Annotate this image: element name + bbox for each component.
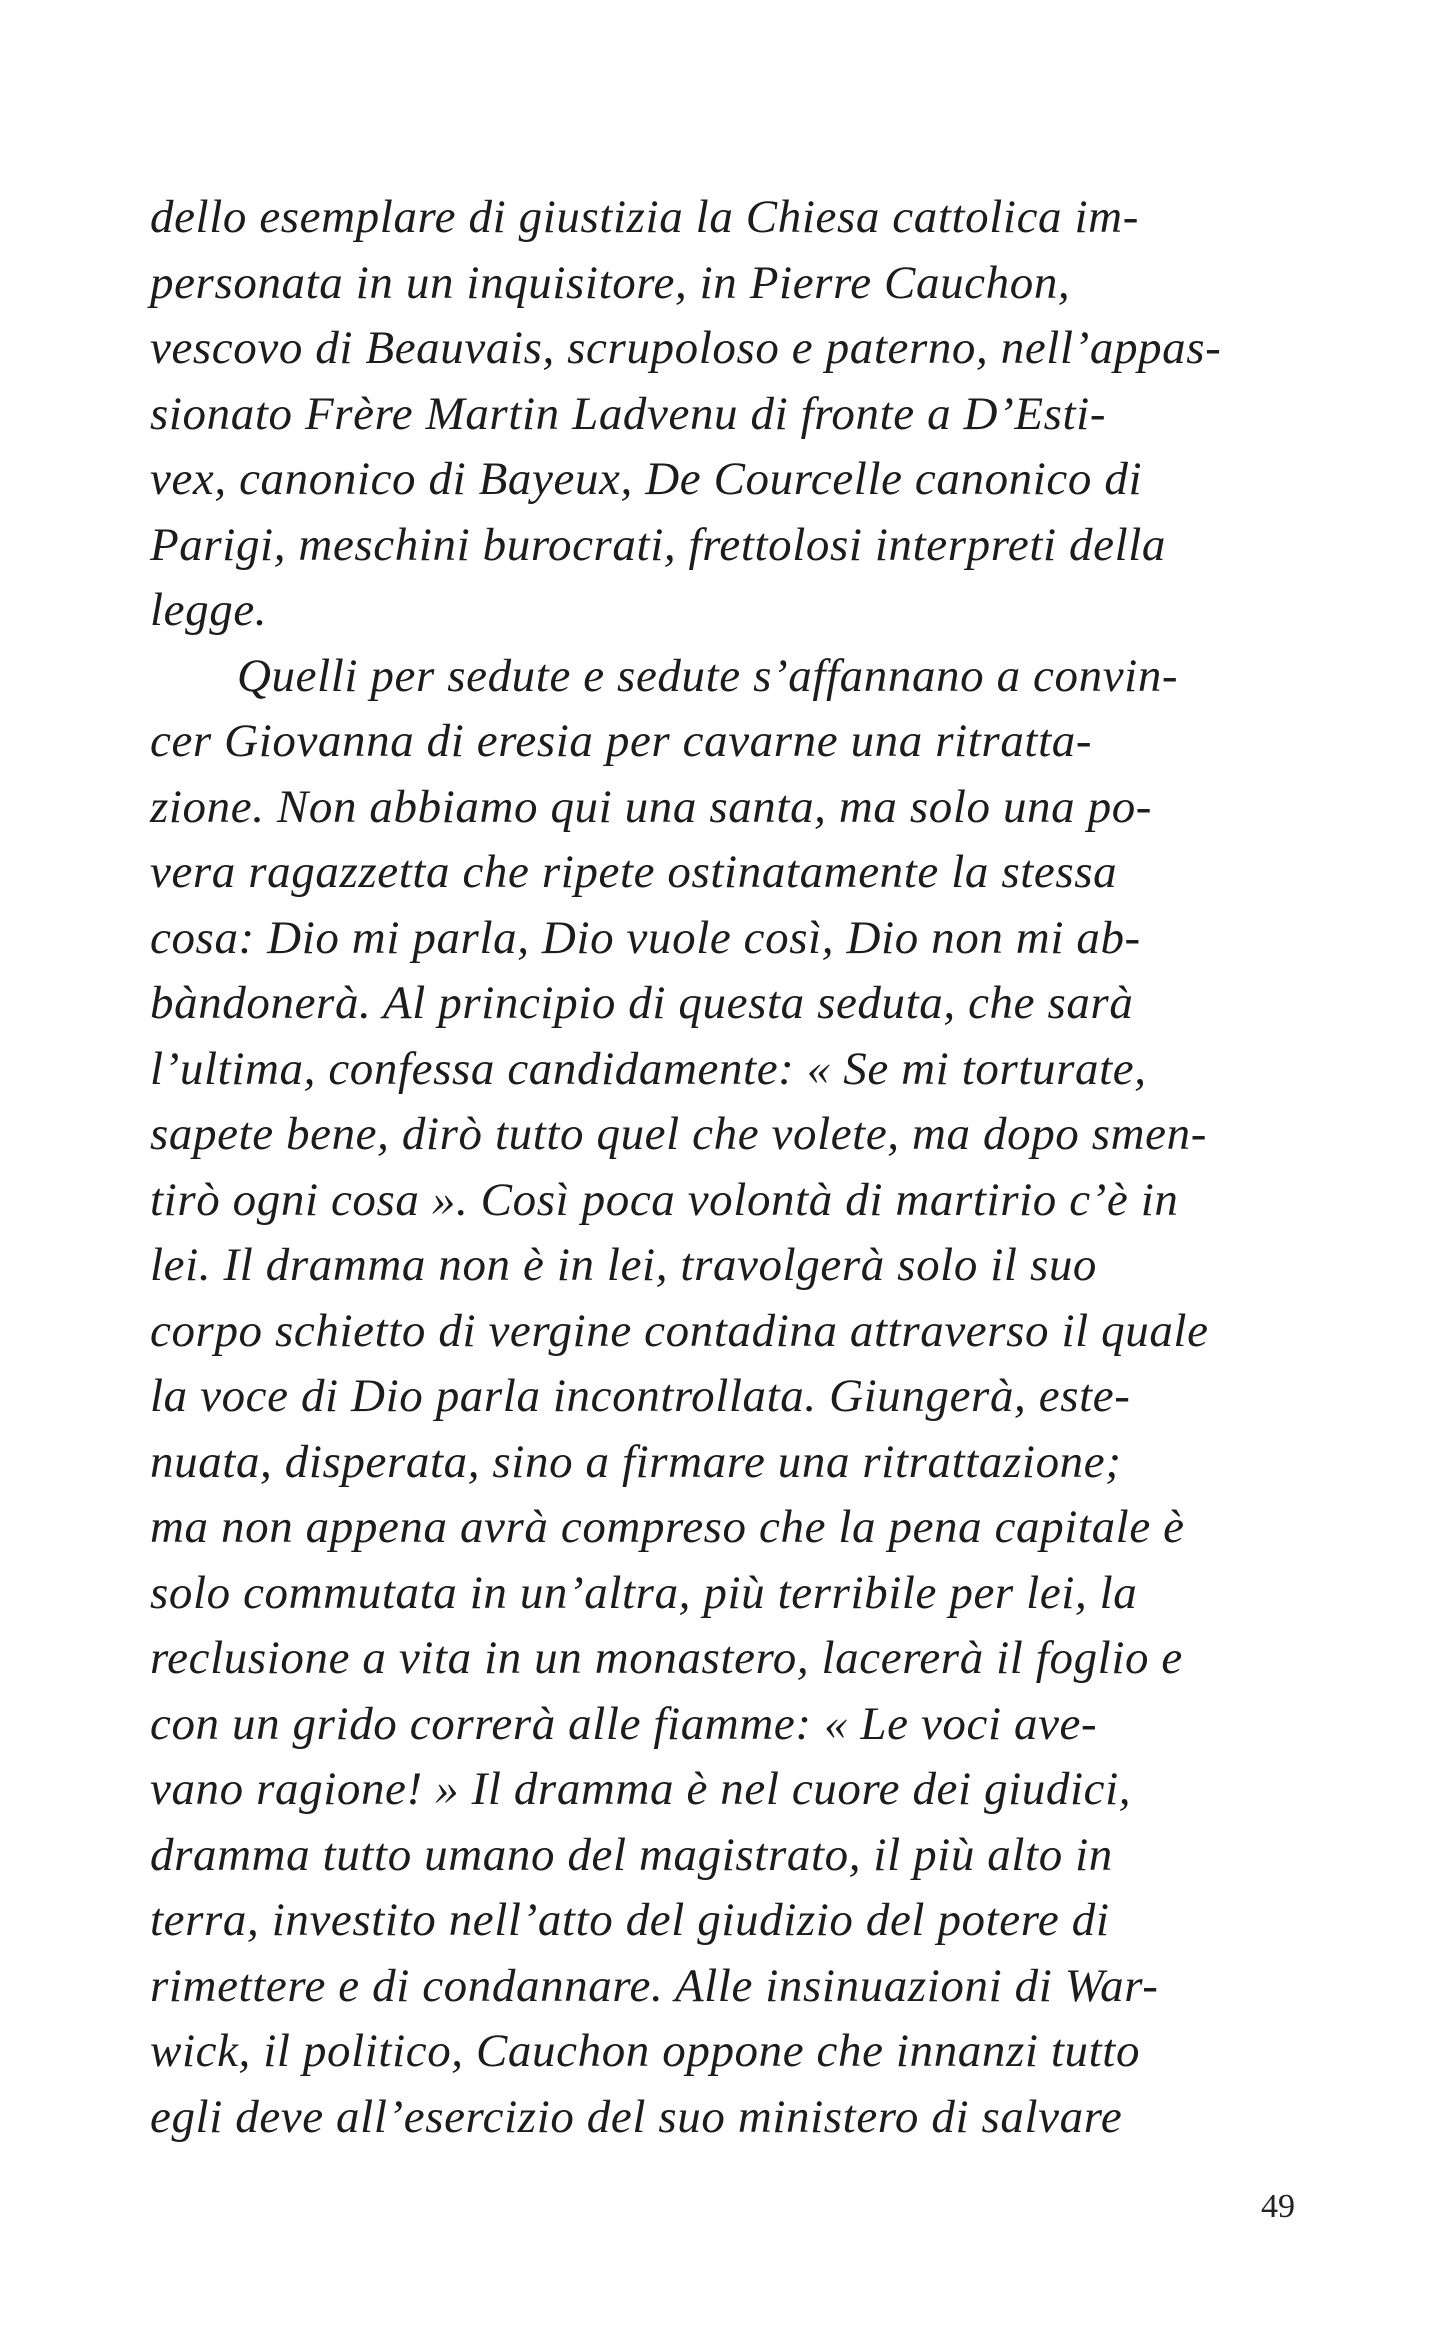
text-line: bàndonerà. Al principio di questa seduta, che sarà	[150, 977, 1134, 1029]
text-line: con un grido correrà alle fiamme: « Le voci ave-	[150, 1697, 1098, 1750]
text-line: la voce di Dio parla incontrollata. Giungerà, este-	[150, 1370, 1131, 1422]
text-line: vex, canonico di Bayeux, De Courcelle canonico di	[150, 453, 1143, 505]
text-line: vescovo di Beauvais, scrupoloso e paterno, nell’appas-	[150, 322, 1222, 374]
page-number: 49	[1261, 2188, 1295, 2225]
text-line: zione. Non abbiamo qui una santa, ma solo una po-	[150, 780, 1153, 833]
text-line: personata in un inquisitore, in Pierre Cauchon,	[150, 256, 1071, 309]
text-line: tirò ogni cosa ». Così poca volontà di martirio c’è in	[150, 1173, 1179, 1226]
text-line: rimettere e di condannare. Alle insinuazioni di War-	[150, 1959, 1159, 2012]
paragraph-start-line: Quelli per sedute e sedute s’affannano a convin-	[237, 649, 1179, 702]
text-line: reclusione a vita in un monastero, lacererà il foglio e	[150, 1632, 1183, 1684]
text-line: l’ultima, confessa candidamente: « Se mi torturate,	[150, 1042, 1147, 1095]
text-line: cer Giovanna di eresia per cavarne una ritratta-	[150, 715, 1093, 767]
text-line: dello esemplare di giustizia la Chiesa cattolica im-	[150, 191, 1139, 243]
text-line: dramma tutto umano del magistrato, il più alto in	[150, 1828, 1113, 1881]
text-line: corpo schietto di vergine contadina attraverso il quale	[150, 1304, 1209, 1357]
text-line: vera ragazzetta che ripete ostinatamente la stessa	[150, 846, 1118, 898]
text-line: cosa: Dio mi parla, Dio vuole così, Dio non mi ab-	[150, 911, 1141, 964]
text-line: Parigi, meschini burocrati, frettolosi interpreti della	[150, 518, 1167, 571]
text-line: wick, il politico, Cauchon oppone che innanzi tutto	[150, 2025, 1141, 2077]
text-line: solo commutata in un’altra, più terribile per lei, la	[150, 1566, 1138, 1619]
body-text	[150, 185, 1300, 2150]
text-line: nuata, disperata, sino a firmare una ritrattazione;	[150, 1435, 1122, 1488]
text-line: vano ragione! » Il dramma è nel cuore dei giudici,	[150, 1763, 1132, 1815]
text-line: egli deve all’esercizio del suo ministero di salvare	[150, 2090, 1123, 2143]
text-line: terra, investito nell’atto del giudizio del potere di	[150, 1894, 1110, 1946]
text-line: sapete bene, dirò tutto quel che volete, ma dopo smen-	[150, 1108, 1207, 1160]
text-line: ma non appena avrà compreso che la pena capitale è	[150, 1501, 1185, 1553]
text-line: lei. Il dramma non è in lei, travolgerà solo il suo	[150, 1239, 1098, 1291]
text-line: legge.	[150, 584, 268, 636]
text-line: sionato Frère Martin Ladvenu di fronte a D’Esti-	[150, 387, 1107, 440]
